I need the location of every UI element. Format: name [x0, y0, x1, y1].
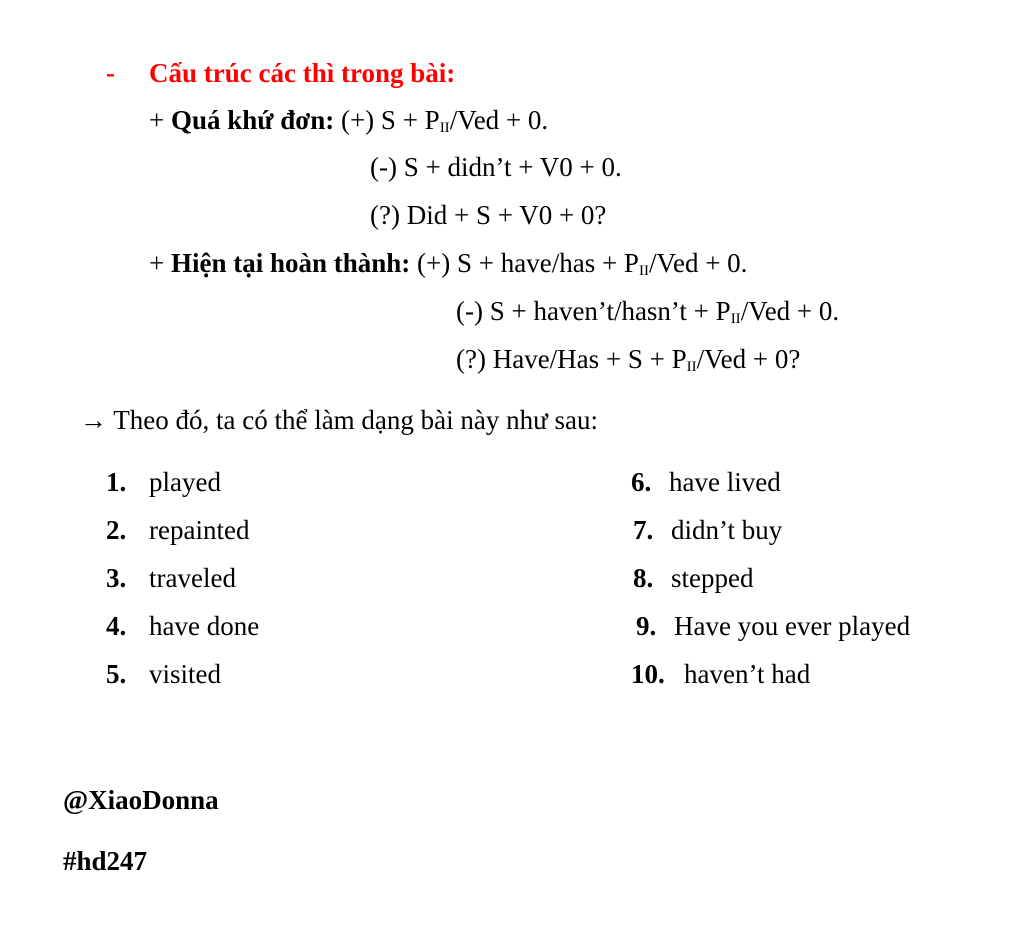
present-perfect-negative-line: [456, 298, 839, 327]
present-perfect-positive-sub: II: [638, 263, 649, 279]
answer-text: stepped: [671, 563, 754, 593]
heading-bullet: -: [106, 58, 115, 88]
answer-text: played: [149, 467, 221, 497]
answer-number: 1.: [106, 467, 127, 497]
present-perfect-negative-sub: II: [730, 311, 741, 327]
answer-item: [633, 565, 753, 592]
answer-item: [106, 565, 236, 592]
answer-item: [636, 613, 910, 640]
answer-item: [106, 469, 221, 496]
answer-item: [106, 661, 221, 688]
answer-text: visited: [149, 659, 221, 689]
answer-text: traveled: [149, 563, 236, 593]
answer-text: have lived: [669, 467, 781, 497]
answer-item: [631, 469, 781, 496]
present-perfect-positive-head: (+) S + have/has + P: [417, 248, 639, 278]
answer-number: 4.: [106, 611, 127, 641]
answer-number: 3.: [106, 563, 127, 593]
past-simple-label: Quá khứ đơn:: [170, 105, 335, 135]
present-perfect-negative-head: (-) S + haven’t/hasn’t + P: [456, 296, 731, 326]
past-simple-negative: (-) S + didn’t + V0 + 0.: [370, 152, 622, 182]
past-simple-positive-sub: II: [439, 120, 450, 136]
past-simple-prefix: +: [149, 105, 171, 135]
present-perfect-label: Hiện tại hoàn thành:: [170, 248, 411, 278]
present-perfect-question-line: [456, 346, 800, 375]
present-perfect-question-sub: II: [686, 359, 697, 375]
hashtag: #hd247: [63, 846, 148, 876]
author-signature: @XiaoDonna: [63, 785, 219, 815]
present-perfect-prefix: +: [149, 248, 171, 278]
answer-number: 8.: [633, 563, 654, 593]
answer-item: [633, 517, 782, 544]
answer-item: [106, 517, 249, 544]
answer-text: have done: [149, 611, 260, 641]
answer-number: 7.: [633, 515, 654, 545]
present-perfect-positive-line: [149, 250, 747, 279]
past-simple-positive-line: [149, 107, 548, 136]
answer-text: Have you ever played: [674, 611, 911, 641]
answer-text: repainted: [149, 515, 250, 545]
answer-item: [106, 613, 259, 640]
present-perfect-positive-tail: /Ved + 0.: [648, 248, 748, 278]
heading-title: Cấu trúc các thì trong bài:: [149, 58, 456, 88]
present-perfect-question-tail: /Ved + 0?: [696, 344, 801, 374]
past-simple-positive-head: (+) S + P: [340, 105, 440, 135]
answer-item: [631, 661, 810, 688]
present-perfect-question-head: (?) Have/Has + S + P: [456, 344, 687, 374]
past-simple-question: (?) Did + S + V0 + 0?: [370, 200, 607, 230]
answer-number: 2.: [106, 515, 127, 545]
answer-number: 5.: [106, 659, 127, 689]
past-simple-positive-tail: /Ved + 0.: [449, 105, 549, 135]
conclusion-text: → Theo đó, ta có thể làm dạng bài này như sau:: [80, 405, 599, 435]
present-perfect-negative-tail: /Ved + 0.: [740, 296, 840, 326]
answer-number: 9.: [636, 611, 657, 641]
answer-text: haven’t had: [684, 659, 811, 689]
answer-text: didn’t buy: [671, 515, 783, 545]
answer-number: 10.: [631, 659, 665, 689]
answer-number: 6.: [631, 467, 652, 497]
